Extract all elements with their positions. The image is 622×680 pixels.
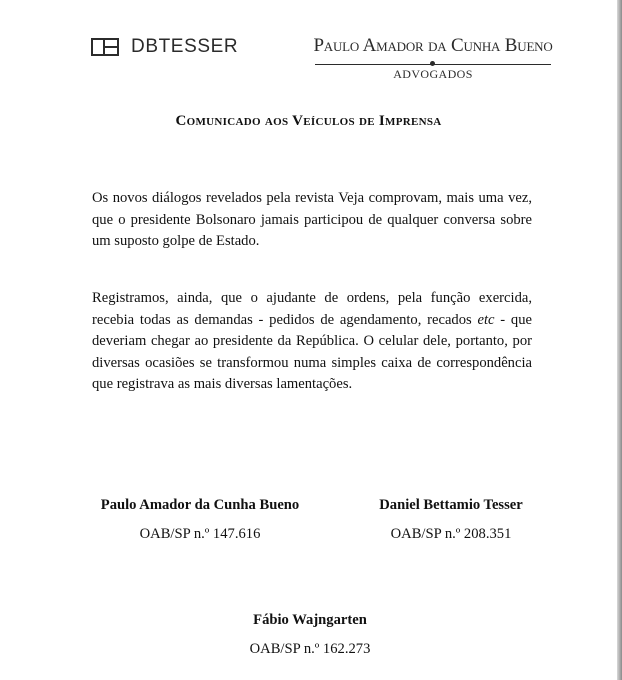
paragraph-2-italic-etc: etc [477,311,495,328]
page-edge-shadow [617,0,622,680]
paragraph-2 [92,288,532,396]
signature-block [331,497,571,543]
paragraph-1: Os novos diálogos revelados pela revista Veja comprovam, mais uma vez, que o presidente Bolsonaro jamais participou de qualquer conversa sobre um suposto golpe de Estado. [92,190,532,249]
law-firm-logo [313,35,553,82]
dbtesser-logo [91,36,238,58]
signatory-name: Fábio Wajngarten [253,612,367,628]
law-firm-subtitle: ADVOGADOS [393,67,473,81]
signatory-oab: OAB/SP n.º 147.616 [139,526,261,542]
dbtesser-logo-icon [91,38,119,56]
dbtesser-logo-text: DBTESSER [131,36,239,57]
signatory-name: Daniel Bettamio Tesser [379,497,523,513]
paragraph-2-part-2: - que deveriam chegar ao presidente da República. O celular dele, portanto, por diversas ocasiões se transformou numa simples caixa de correspondência que registrava as mais diversas lamentações. [92,311,532,392]
signature-block [80,497,320,543]
law-firm-name: Paulo Amador da Cunha Bueno [313,35,553,56]
divider-dot-icon [430,61,435,66]
signature-block [190,612,430,658]
signatory-oab: OAB/SP n.º 162.273 [249,641,371,657]
law-firm-divider [315,64,551,65]
paragraph-2-part-1: Registramos, ainda, que o ajudante de ordens, pela função exercida, recebia todas as demandas - pedidos de agendamento, recados [92,290,532,328]
signatory-oab: OAB/SP n.º 208.351 [390,526,512,542]
signatory-name: Paulo Amador da Cunha Bueno [100,497,300,513]
document-title: Comunicado aos Veículos de Imprensa [175,113,442,129]
